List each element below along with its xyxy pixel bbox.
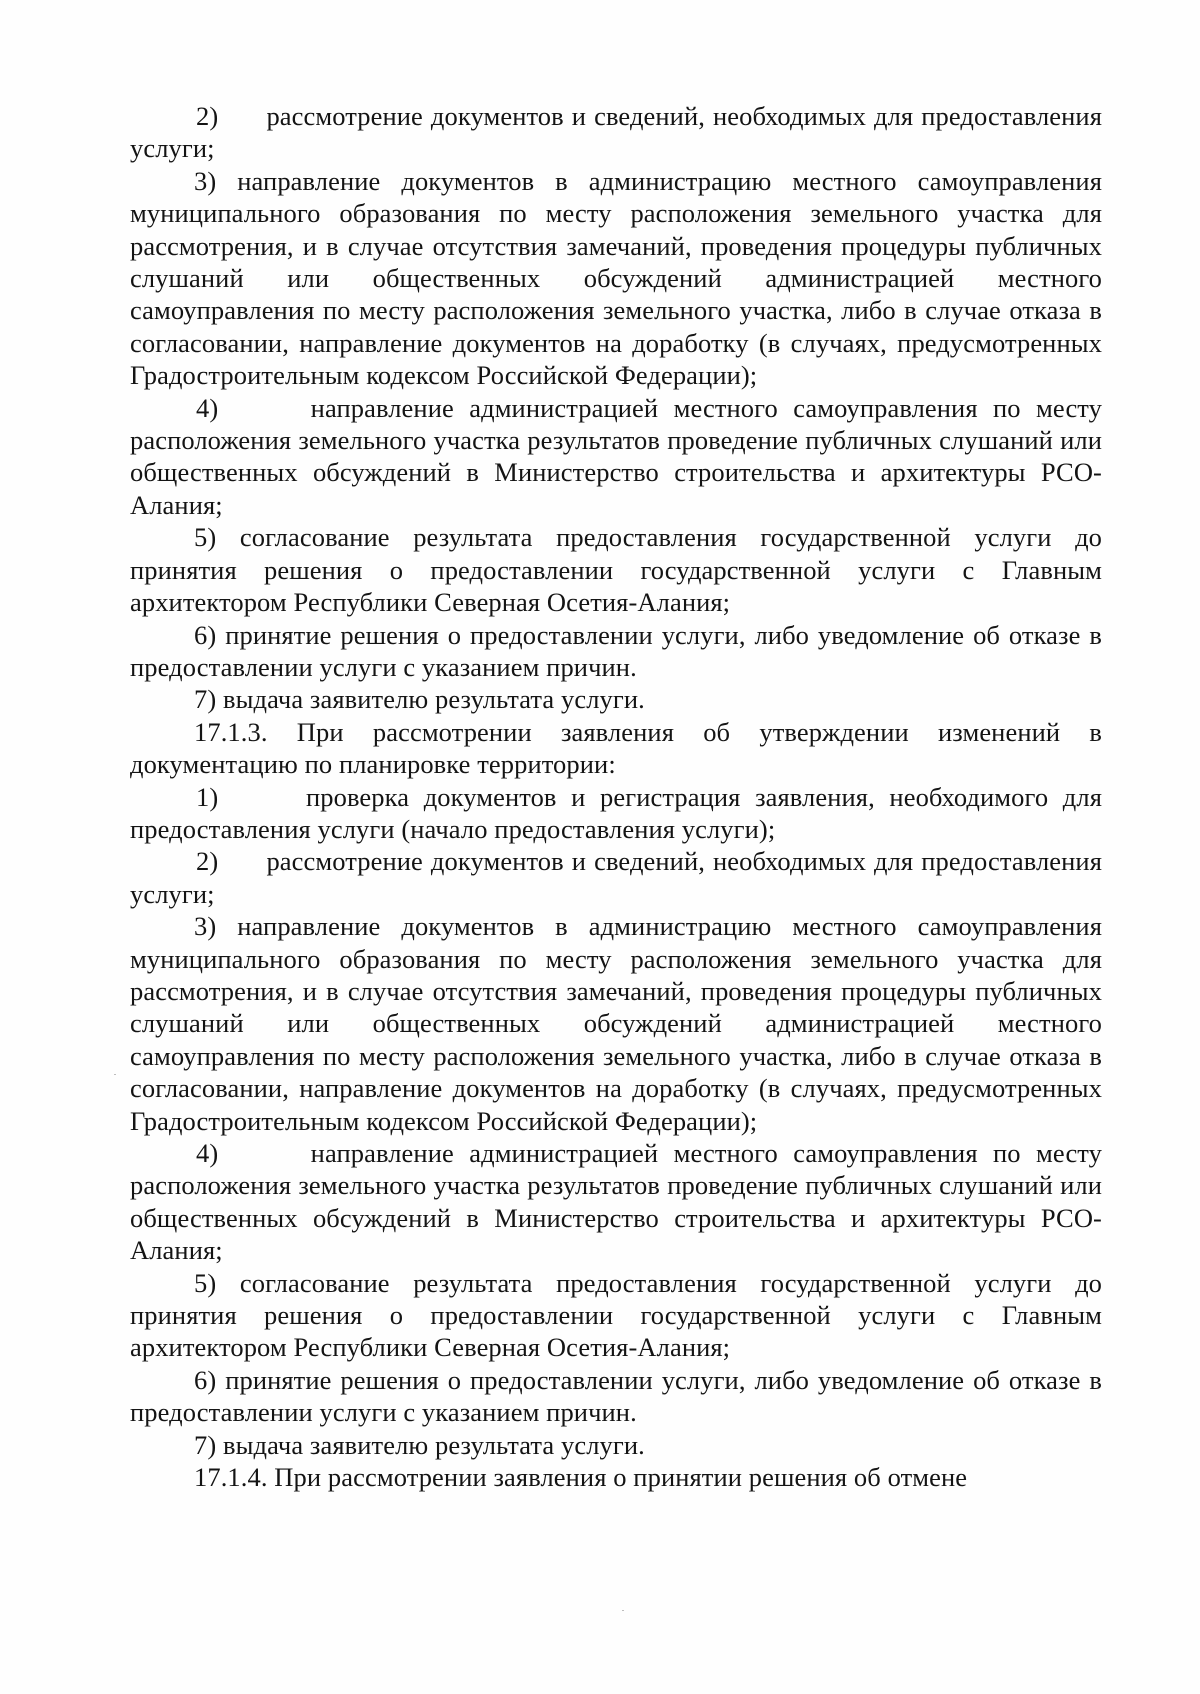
paragraph-send-to-administration: 3) направление документов в администрацию местного самоуправления муниципального образования по месту расположения земельного участка для рассмотрения, и в случае отсутствия замечаний, проведения процедуры публичных слушаний или общественных обсуждений администрацией местного самоуправления по месту расположения земельного участка, либо в случае отказа в согласовании, направление документов на доработку (в случаях, предусмотренных Градостроительным кодексом Российской Федерации); <box>130 165 1102 391</box>
paragraph-send-hearing-results: 4) направление администрацией местного самоуправления по месту расположения земельного участка результатов проведение публичных слушаний или общественных обсуждений в Министерство строительства и архитектуры РСО-Алания; <box>130 392 1102 520</box>
paragraph-issue-result: 7) выдача заявителю результата услуги. <box>194 684 645 715</box>
scan-speck <box>622 1610 624 1611</box>
paragraph-check-documents: 1) проверка документов и регистрация заявления, необходимого для предоставления услуги (начало предоставления услуги); <box>130 781 1102 844</box>
section-17-1-3-heading: 17.1.3. При рассмотрении заявления об утверждении изменений в документацию по планировке территории: <box>130 716 1102 780</box>
paragraph-agreement-chief-architect-2: 5) согласование результата предоставления государственной услуги до принятия решения о предоставлении государственной услуги с Главным архитектором Республики Северная Осетия-Алания; <box>130 1267 1102 1363</box>
section-17-1-4-heading: 17.1.4. При рассмотрении заявления о принятии решения об отмене <box>194 1462 968 1493</box>
paragraph-issue-result-2: 7) выдача заявителю результата услуги. <box>194 1429 645 1460</box>
document-body <box>130 100 1102 1493</box>
paragraph-review-documents-2: 2) рассмотрение документов и сведений, необходимых для предоставления услуги; <box>130 846 1102 909</box>
paragraph-decision: 6) принятие решения о предоставлении услуги, либо уведомление об отказе в предоставлении услуги с указанием причин. <box>130 619 1102 682</box>
paragraph-decision-2: 6) принятие решения о предоставлении услуги, либо уведомление об отказе в предоставлении услуги с указанием причин. <box>130 1364 1102 1428</box>
paragraph-agreement-chief-architect: 5) согласование результата предоставления государственной услуги до принятия решения о предоставлении государственной услуги с Главным архитектором Республики Северная Осетия-Алания; <box>130 522 1102 618</box>
paragraph-review-documents: 2) рассмотрение документов и сведений, необходимых для предоставления услуги; <box>130 101 1102 164</box>
paragraph-send-hearing-results-2: 4) направление администрацией местного самоуправления по месту расположения земельного участка результатов проведение публичных слушаний или общественных обсуждений в Министерство строительства и архитектуры РСО-Алания; <box>130 1138 1102 1266</box>
scan-speck <box>114 1074 116 1075</box>
paragraph-send-to-administration-2: 3) направление документов в администрацию местного самоуправления муниципального образования по месту расположения земельного участка для рассмотрения, и в случае отсутствия замечаний, проведения процедуры публичных слушаний или общественных обсуждений администрацией местного самоуправления по месту расположения земельного участка, либо в случае отказа в согласовании, направление документов на доработку (в случаях, предусмотренных Градостроительным кодексом Российской Федерации); <box>130 911 1102 1136</box>
